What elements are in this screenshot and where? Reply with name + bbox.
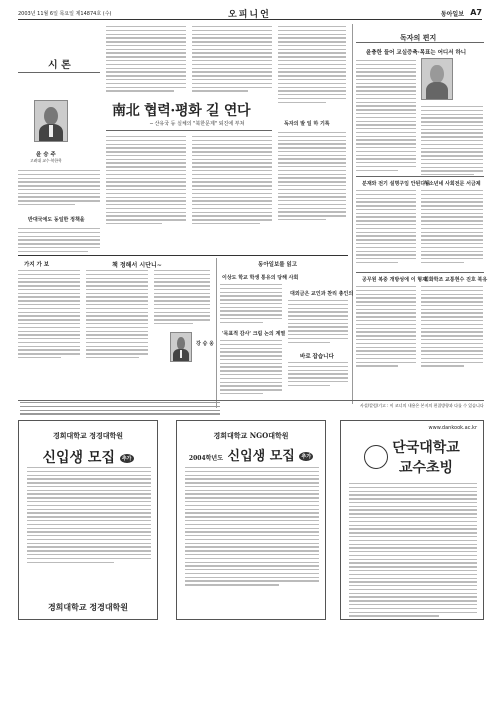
- letter-text-e: [356, 286, 416, 369]
- ad3-subtitle: 교수초빙: [398, 460, 454, 476]
- letter-text-c: [356, 190, 416, 266]
- contact-info-block: [20, 402, 220, 417]
- divider: [106, 130, 272, 131]
- ad-kyunghee-graduate[interactable]: [18, 420, 158, 620]
- header-page-number: A7: [470, 8, 482, 17]
- ad-kyunghee-ngo[interactable]: [176, 420, 326, 620]
- ad1-university: 경희대학교 정경대학원: [52, 431, 124, 440]
- lower-center-sub1: 이상도 학교 학생 통유의 당해 사회: [222, 275, 299, 281]
- letter-text-b: [421, 106, 483, 178]
- footer-note: 사설/칼럼/기고 : 이 코너의 내용은 본지의 편집방향과 다를 수 있습니다: [360, 403, 484, 408]
- lower-text-b: [86, 270, 148, 361]
- lower-text-c: [154, 270, 210, 327]
- column-divider: [216, 258, 217, 408]
- ad2-heading: [177, 445, 325, 464]
- right-mid-head-4: 회화학조 교통현수 진호 북유: [424, 277, 488, 283]
- ad3-title: 단국대학교: [392, 440, 460, 456]
- letter-text-a: [356, 60, 416, 173]
- lower-center-sub4: 바로 잡습니다: [300, 354, 334, 360]
- lower-text-d: [220, 284, 282, 326]
- readers-head: 독자의 발 일 하 기록: [284, 121, 330, 127]
- section-divider: [18, 255, 348, 256]
- ad3-url: www.dankook.ac.kr: [428, 425, 477, 431]
- divider: [18, 72, 100, 73]
- lower-text-e: [220, 340, 282, 397]
- ad3-details: [349, 483, 477, 619]
- main-headline: 南北 협력·평화 길 연다: [112, 103, 251, 119]
- right-mid-head-1: 분재와 전기 설명구임 안된다니: [362, 181, 431, 187]
- lower-center-title: 동아일보를 읽고: [258, 262, 298, 268]
- header-section: 오피니언: [228, 10, 271, 20]
- header-date: 2003년 11월 6일 목요일 제14874호 (수): [18, 11, 112, 17]
- divider: [356, 272, 484, 273]
- column-divider: [352, 24, 353, 404]
- ad1-tag: 추가: [121, 455, 132, 462]
- article-text-col-a: [106, 26, 186, 94]
- letter-photo: [421, 58, 453, 100]
- divider: [18, 400, 484, 401]
- author-name: 윤 승 주: [36, 152, 56, 158]
- column-body-text-2: [18, 228, 100, 254]
- lower-center-sub3: 대외금은 교인과 찬리 총인의: [290, 291, 354, 297]
- ad2-title: 신입생 모집: [227, 449, 295, 464]
- ad2-tag: 추가: [301, 454, 312, 460]
- article-text-col-f: [278, 132, 346, 223]
- ad2-university: 경희대학교 NGO대학원: [213, 431, 289, 440]
- ad2-details: [185, 467, 319, 588]
- divider: [356, 176, 484, 177]
- dankook-emblem-icon: [364, 445, 388, 469]
- column-title-sironn: 시 론: [48, 60, 71, 71]
- column-subhead: 반대국에도 동일한 정책을: [28, 217, 85, 223]
- lower-text-a: [18, 270, 80, 361]
- ad1-footer: 경희대학교 정경대학원: [47, 602, 129, 612]
- ad1-heading: [19, 447, 157, 467]
- article-text-col-b: [192, 26, 272, 94]
- ad1-details: [27, 467, 151, 565]
- ad2-year: 2004학년도: [188, 455, 224, 462]
- column-body-text: [18, 170, 100, 208]
- article-text-col-e: [278, 26, 346, 105]
- lower-left-title: 가지 가 보: [24, 262, 50, 268]
- ad-dankook-recruit[interactable]: [340, 420, 484, 620]
- main-subhead: ─ 산유국 등 실체의 "북한문제" 퇴진에 부쳐: [150, 121, 245, 127]
- article-text-col-d: [192, 136, 272, 227]
- author-photo: [34, 100, 68, 142]
- letter-text-d: [421, 190, 483, 266]
- right-mid-head-2: 청소년네 사회전문 서금제: [424, 181, 481, 187]
- right-headline: 윤충한 들어 교실증축·목표는 어디서 하니: [366, 50, 467, 56]
- columnist-name: 강 승 웅: [196, 341, 214, 347]
- divider: [356, 42, 484, 43]
- columnist-photo: [170, 332, 192, 362]
- article-text-col-c: [106, 136, 186, 227]
- page-header: [18, 6, 482, 20]
- header-paper-name: 동아일보: [440, 11, 464, 18]
- right-mid-head-3: 공무원 복중 개방성에 이 형제: [362, 277, 427, 283]
- ad3-heading: [341, 437, 483, 477]
- lower-text-f: [288, 300, 348, 345]
- lower-center-sub2: '목표적 감사' 크림 논의 계열: [222, 331, 286, 337]
- lower-text-g: [288, 362, 348, 388]
- right-section-title: 독자의 편지: [400, 34, 437, 42]
- lower-left-headline: 책 정해서 시단니~: [112, 262, 162, 269]
- author-title: 고려대 교수·북한학: [30, 158, 62, 163]
- letter-text-f: [421, 286, 483, 369]
- ad1-title: 신입생 모집: [42, 450, 115, 466]
